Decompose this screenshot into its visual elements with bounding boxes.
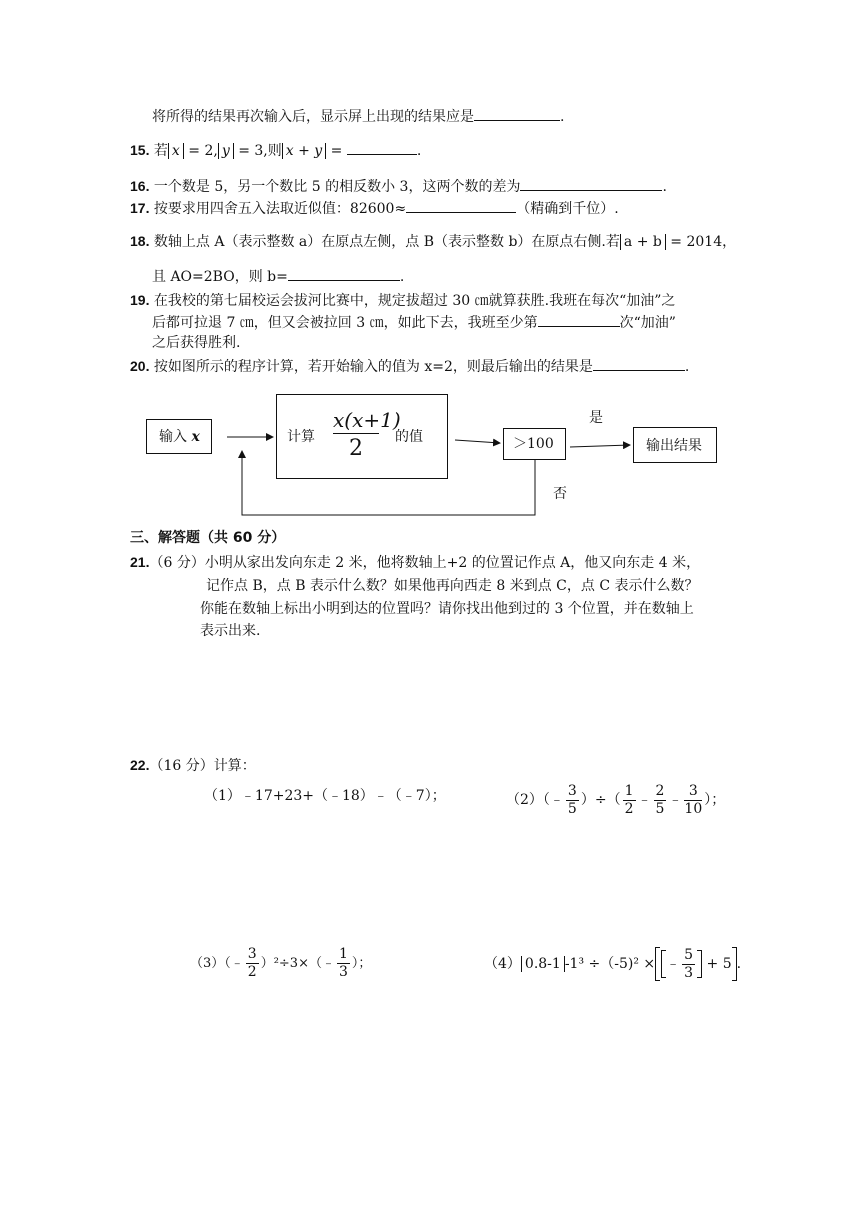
fraction: $\frac{2}{5}$	[655, 782, 665, 817]
fraction: $\frac{3}{2}$	[247, 946, 257, 980]
calc-box: 计算 x(x+1) 2 的值	[276, 394, 448, 479]
question-21-line4: 表示出来.	[200, 623, 261, 639]
fraction: $\frac{1}{2}$	[624, 782, 634, 817]
question-19-line3: 之后获得胜利.	[152, 335, 241, 351]
fraction: $\frac{5}{3}$	[684, 946, 694, 981]
question-18: 18. 数轴上点 A（表示整数 a）在原点左侧，点 B（表示整数 b）在原点右侧.若 a + b = 2014，	[130, 233, 737, 250]
condition-box: ＞100	[503, 428, 566, 460]
q22-part4: （4） 0.8-1 -1³ ÷（-5)² × ﹣ $\frac{5}{3}$ + 5 .	[484, 946, 742, 981]
question-19: 19. 在我校的第七届校运会拔河比赛中，规定拔超过 30 ㎝就算获胜.我班在每次“加油”之	[130, 292, 676, 309]
calc-fraction: x(x+1) 2	[333, 408, 401, 461]
question-20: 20. 按如图所示的程序计算，若开始输入的值为 x=2，则最后输出的结果是 .	[130, 358, 690, 375]
no-label: 否	[553, 486, 567, 502]
question-16: 16. 一个数是 5，另一个数比 5 的相反数小 3，这两个数的差为 .	[130, 178, 667, 195]
yes-label: 是	[589, 410, 603, 426]
fraction: $\frac{3}{10}$	[684, 782, 703, 817]
section-title: 三、解答题（共 60 分）	[130, 530, 286, 546]
q22-part3: （3）（﹣ $\frac{3}{2}$ ）²÷3×（﹣ $\frac{1}{3}$ ）；	[190, 946, 372, 980]
fraction: $\frac{1}{3}$	[338, 946, 348, 980]
question-21-line3: 你能在数轴上标出小明到达的位置吗？请你找出他到过的 3 个位置，并在数轴上	[200, 601, 694, 617]
question-18-line2: 且 AO=2BO，则 b= .	[152, 266, 404, 287]
question-19-line2: 后都可拉退 7 ㎝，但又会被拉回 3 ㎝，如此下去，我班至少第 次“加油”	[152, 312, 676, 333]
flow-arrows	[0, 0, 860, 560]
fraction: $\frac{3}{5}$	[567, 782, 577, 817]
question-22: 22.（16 分）计算：	[130, 757, 256, 774]
q22-part1: （1）﹣17+23+（﹣18）﹣（﹣7）；	[204, 788, 446, 804]
question-21: 21.（6 分）小明从家出发向东走 2 米，他将数轴上+2 的位置记作点 A，他又向东走 4 米，	[130, 554, 701, 571]
question-15: 15. 若 x = 2, y = 3,则 x + y = .	[130, 142, 422, 159]
output-box: 输出结果	[633, 427, 717, 463]
q22-part2: （2）（﹣ $\frac{3}{5}$ ）÷（ $\frac{1}{2}$ ﹣ $\frac{2}{5}$ ﹣ $\frac{3}{10}$ ）；	[506, 782, 726, 817]
question-21-line2: 记作点 B，点 B 表示什么数？如果他再向西走 8 米到点 C，点 C 表示什么数？	[206, 578, 699, 594]
q14-tail: 将所得的结果再次输入后，显示屏上出现的结果应是 .	[152, 106, 564, 127]
question-17: 17. 按要求用四舍五入法取近似值：82600≈ （精确到千位）.	[130, 200, 619, 217]
input-box: 输入 x	[146, 419, 212, 454]
